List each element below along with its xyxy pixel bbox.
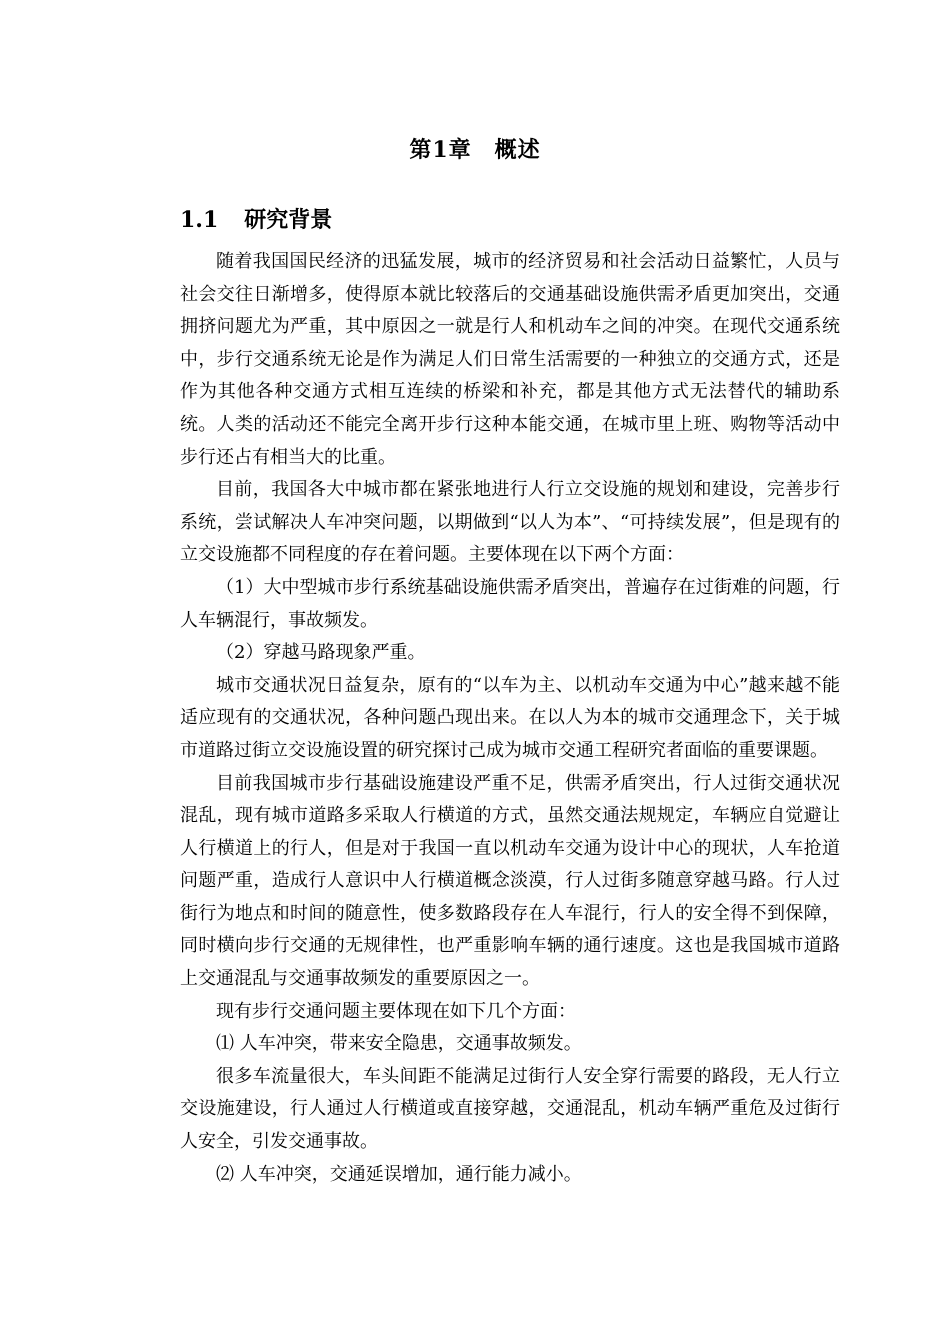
chapter-title: 第1章 概述 <box>409 137 541 163</box>
list-item: ⑵ 人车冲突，交通延误增加，通行能力减小。 <box>216 1163 582 1185</box>
list-item: （2）穿越马路现象严重。 <box>216 642 426 664</box>
paragraph: 目前，我国各大中城市都在紧张地进行人行立交设施的规划和建设，完善步行系统，尝试解决人车冲突问题，以期做到“以人为本”、“可持续发展”，但是现有的立交设施都不同程度的存在着问题。主要体现在以下两个方面： <box>180 479 840 566</box>
paragraph: 很多车流量很大，车头间距不能满足过街行人安全穿行需要的路段，无人行立交设施建设，行人通过人行横道或直接穿越，交通混乱，机动车辆严重危及过街行人安全，引发交通事故。 <box>180 1065 840 1153</box>
paragraph: 随着我国国民经济的迅猛发展，城市的经济贸易和社会活动日益繁忙，人员与社会交往日渐增多，使得原本就比较落后的交通基础设施供需矛盾更加突出，交通拥挤问题尤为严重，其中原因之一就是行人和机动车之间的冲突。在现代交通系统中，步行交通系统无论是作为满足人们日常生活需要的一种独立的交通方式，还是作为其他各种交通方式相互连续的桥梁和补充，都是其他方式无法替代的辅助系统。人类的活动还不能完全离开步行这种本能交通，在城市里上班、购物等活动中步行还占有相当大的比重。 <box>180 251 840 468</box>
paragraph: 现有步行交通问题主要体现在如下几个方面： <box>216 1000 576 1022</box>
section-heading <box>180 204 332 236</box>
section-number: 1.1 <box>180 207 219 233</box>
paragraph: 城市交通状况日益复杂，原有的“以车为主、以机动车交通为中心”越来越不能适应现有的交通状况，各种问题凸现出来。在以人为本的城市交通理念下，关于城市道路过街立交设施设置的研究探讨己成为城市交通工程研究者面临的重要课题。 <box>180 674 840 761</box>
list-item: ⑴ 人车冲突，带来安全隐患，交通事故频发。 <box>216 1033 582 1055</box>
section-title: 研究背景 <box>244 207 333 233</box>
list-item: （1）大中型城市步行系统基础设施供需矛盾突出，普遍存在过街难的问题，行人车辆混行，事故频发。 <box>180 576 840 631</box>
body-text <box>180 246 840 1191</box>
paragraph: 目前我国城市步行基础设施建设严重不足，供需矛盾突出，行人过街交通状况混乱，现有城市道路多采取人行横道的方式，虽然交通法规规定，车辆应自觉避让人行横道上的行人，但是对于我国一直以机动车交通为设计中心的现状，人车抢道问题严重，造成行人意识中人行横道概念淡漠，行人过街多随意穿越马路。行人过街行为地点和时间的随意性，使多数路段存在人车混行，行人的安全得不到保障，同时横向步行交通的无规律性，也严重影响车辆的通行速度。这也是我国城市道路上交通混乱与交通事故频发的重要原因之一。 <box>180 772 840 990</box>
